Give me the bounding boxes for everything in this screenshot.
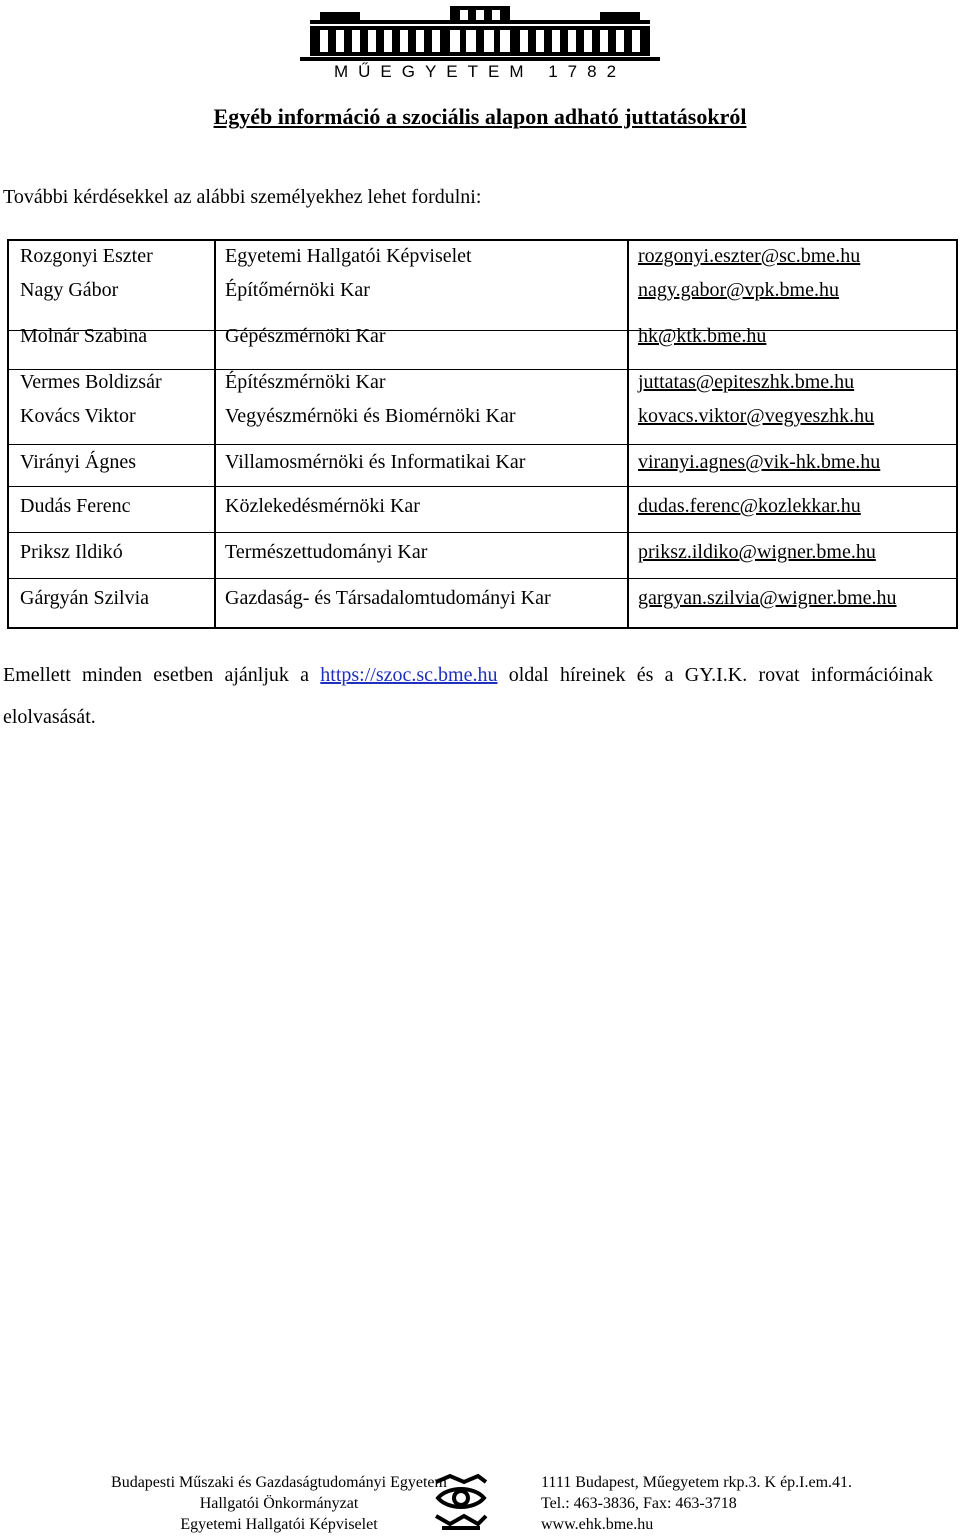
contact-email-link[interactable]: rozgonyi.eszter@sc.bme.hu (638, 245, 861, 267)
contact-name: Molnár Szabina (20, 325, 148, 347)
contact-name: Rozgonyi Eszter (20, 245, 153, 267)
contact-email-link[interactable]: kovacs.viktor@vegyeszhk.hu (638, 405, 875, 427)
ehk-emblem-icon (430, 1472, 492, 1532)
footer-phone: Tel.: 463-3836, Fax: 463-3718 (541, 1495, 737, 1512)
row-divider (9, 578, 956, 579)
contact-unit: Gazdaság- és Társadalomtudományi Kar (225, 587, 551, 609)
contact-unit: Természettudományi Kar (225, 541, 428, 563)
contact-email-link[interactable]: dudas.ferenc@kozlekkar.hu (638, 495, 861, 517)
footer-university: Budapesti Műszaki és Gazdaságtudományi Egyetem (111, 1474, 447, 1491)
recommendation-paragraph (3, 654, 933, 738)
contact-unit: Építőmérnöki Kar (225, 279, 370, 301)
contact-unit: Építészmérnöki Kar (225, 371, 386, 393)
paragraph-text-before: Emellett minden esetben ajánljuk a (3, 664, 321, 686)
contact-unit: Egyetemi Hallgatói Képviselet (225, 245, 472, 267)
contact-unit: Közlekedésmérnöki Kar (225, 495, 420, 517)
contacts-table (7, 239, 958, 629)
footer (0, 1468, 960, 1535)
footer-contact (541, 1472, 852, 1535)
contact-email-link[interactable]: nagy.gabor@vpk.bme.hu (638, 279, 839, 301)
contact-name: Nagy Gábor (20, 279, 119, 301)
column-divider (627, 241, 629, 627)
contact-email-link[interactable]: juttatas@epiteszhk.bme.hu (638, 371, 855, 393)
contact-unit: Vegyészmérnöki és Biomérnöki Kar (225, 405, 516, 427)
row-divider (9, 486, 956, 487)
footer-self-government: Hallgatói Önkormányzat (199, 1495, 359, 1512)
row-divider (9, 532, 956, 533)
column-divider (214, 241, 216, 627)
footer-address: 1111 Budapest, Műegyetem rkp.3. K ép.I.em.41. (541, 1474, 853, 1491)
contact-name: Virányi Ágnes (20, 451, 136, 473)
page-title: Egyéb információ a szociális alapon adható juttatásokról (213, 104, 747, 129)
row-divider (9, 444, 956, 445)
paragraph-text-after: oldal híreinek és a GY.I.K. rovat információinak elolvasását. (3, 664, 933, 728)
footer-representation: Egyetemi Hallgatói Képviselet (180, 1516, 378, 1533)
contact-email-link[interactable]: gargyan.szilvia@wigner.bme.hu (638, 587, 897, 609)
contact-email-link[interactable]: priksz.ildiko@wigner.bme.hu (638, 541, 876, 563)
contact-name: Kovács Viktor (20, 405, 136, 427)
footer-website-link[interactable]: www.ehk.bme.hu (541, 1516, 654, 1533)
contact-name: Priksz Ildikó (20, 541, 123, 563)
contact-unit: Villamosmérnöki és Informatikai Kar (225, 451, 526, 473)
contact-email-link[interactable]: hk@ktk.bme.hu (638, 325, 767, 347)
contact-unit: Gépészmérnöki Kar (225, 325, 386, 347)
row-divider (9, 369, 956, 370)
intro-text: További kérdésekkel az alábbi személyekhez lehet fordulni: (3, 186, 482, 208)
contact-name: Gárgyán Szilvia (20, 587, 150, 609)
contact-email-link[interactable]: viranyi.agnes@vik-hk.bme.hu (638, 451, 881, 473)
szoc-website-link[interactable]: https://szoc.sc.bme.hu (320, 664, 498, 686)
contact-name: Dudás Ferenc (20, 495, 131, 517)
logo-caption: MŰEGYETEM 1782 (333, 62, 627, 81)
row-divider (9, 330, 956, 331)
contact-name: Vermes Boldizsár (20, 371, 162, 393)
footer-organization (100, 1472, 458, 1535)
